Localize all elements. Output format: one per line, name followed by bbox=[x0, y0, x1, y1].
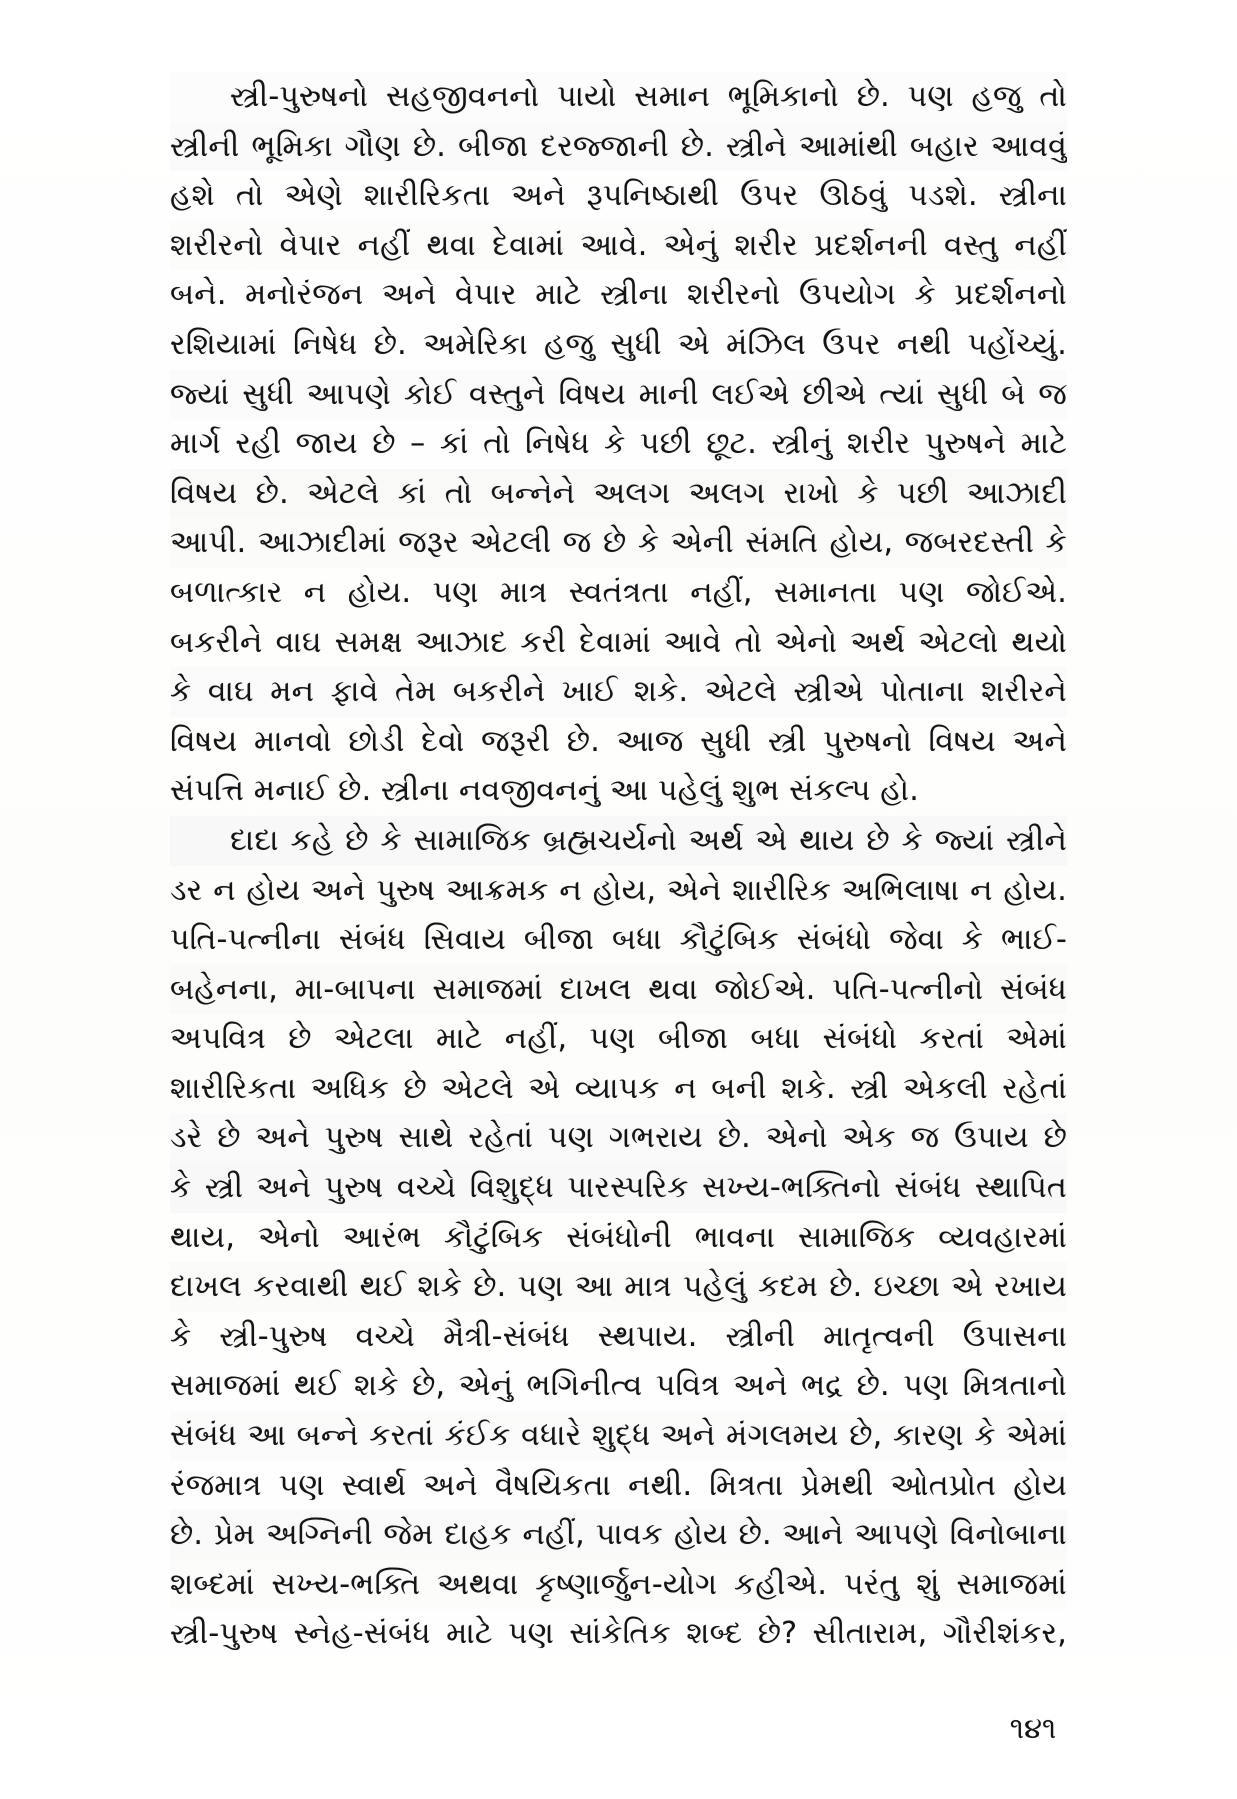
text-line: દાદા કહે છે કે સામાજિક બ્રહ્મચર્યનો અર્થ એ થાય છે કે જ્યાં સ્ત્રીને bbox=[230, 822, 1067, 858]
text-line: બને. મનોરંજન અને વેપાર માટે સ્ત્રીના શરીરનો ઉપયોગ કે પ્રદર્શનનો bbox=[170, 277, 1067, 313]
text-line: છે. પ્રેમ અગ્નિની જેમ દાહક નહીં, પાવક હોય છે. આને આપણે વિનોબાના bbox=[170, 1517, 1067, 1553]
text-line: સ્ત્રી-પુરુષ સ્નેહ-સંબંધ માટે પણ સાંકેતિક શબ્દ છે? સીતારામ, ગૌરીશંકર, bbox=[170, 1616, 1067, 1652]
page-number: ૧૪૧ bbox=[1009, 1711, 1057, 1745]
text-line: સ્ત્રી-પુરુષનો સહજીવનનો પાયો સમાન ભૂમિકાનો છે. પણ હજુ તો bbox=[230, 79, 1067, 114]
text-line: અપવિત્ર છે એટલા માટે નહીં, પણ બીજા બધા સંબંધો કરતાં એમાં bbox=[170, 1021, 1067, 1057]
text-line: શરીરનો વેપાર નહીં થવા દેવામાં આવે. એનું શરીર પ્રદર્શનની વસ્તુ નહીં bbox=[170, 227, 1067, 263]
text-line: સંબંધ આ બન્ને કરતાં કંઈક વધારે શુદ્ધ અને મંગલમય છે, કારણ કે એમાં bbox=[170, 1418, 1067, 1454]
text-line: બહેનના, મા-બાપના સમાજમાં દાખલ થવા જોઈએ. પતિ-પત્નીનો સંબંધ bbox=[170, 971, 1067, 1007]
text-line: વિષય માનવો છોડી દેવો જરૂરી છે. આજ સુધી સ્ત્રી પુરુષનો વિષય અને bbox=[170, 723, 1067, 759]
text-line: રંજમાત્ર પણ સ્વાર્થ અને વૈષયિકતા નથી. મિત્રતા પ્રેમથી ઓતપ્રોત હોય bbox=[170, 1467, 1067, 1503]
text-line: દાખલ કરવાથી થઈ શકે છે. પણ આ માત્ર પહેલું કદમ છે. ઇચ્છા એ રખાય bbox=[170, 1269, 1067, 1305]
text-line: બકરીને વાઘ સમક્ષ આઝાદ કરી દેવામાં આવે તો એનો અર્થ એટલો થયો bbox=[170, 624, 1067, 660]
text-line: વિષય છે. એટલે કાં તો બન્નેને અલગ અલગ રાખો કે પછી આઝાદી bbox=[170, 475, 1067, 511]
text-line: થાય, એનો આરંભ કૌટુંબિક સંબંધોની ભાવના સામાજિક વ્યવહારમાં bbox=[170, 1219, 1067, 1255]
text-line: શબ્દમાં સખ્ય-ભક્તિ અથવા કૃષ્ણાર્જુન-યોગ કહીએ. પરંતુ શું સમાજમાં bbox=[170, 1566, 1067, 1602]
text-line: કે સ્ત્રી અને પુરુષ વચ્ચે વિશુદ્ધ પારસ્પરિક સખ્ય-ભક્તિનો સંબંધ સ્થાપિત bbox=[170, 1170, 1067, 1206]
text-line: પતિ-પત્નીના સંબંધ સિવાય બીજા બધા કૌટુંબિક સંબંધો જેવા કે ભાઈ- bbox=[170, 922, 1067, 958]
text-line: આપી. આઝાદીમાં જરૂર એટલી જ છે કે એની સંમતિ હોય, જબરદસ્તી કે bbox=[170, 525, 1067, 561]
text-line: સ્ત્રીની ભૂમિકા ગૌણ છે. બીજા દરજ્જાની છે. સ્ત્રીને આમાંથી બહાર આવવું bbox=[170, 128, 1067, 164]
text-line: રશિયામાં નિષેધ છે. અમેરિકા હજુ સુધી એ મંઝિલ ઉપર નથી પહોંચ્યું. bbox=[170, 326, 1067, 362]
text-line: શારીરિકતા અધિક છે એટલે એ વ્યાપક ન બની શકે. સ્ત્રી એકલી રહેતાં bbox=[170, 1070, 1067, 1106]
text-line: હશે તો એણે શારીરિકતા અને રૂપનિષ્ઠાથી ઉપર ઊઠવું પડશે. સ્ત્રીના bbox=[170, 178, 1067, 214]
body-text bbox=[170, 72, 1067, 1659]
text-line: બળાત્કાર ન હોય. પણ માત્ર સ્વતંત્રતા નહીં, સમાનતા પણ જોઈએ. bbox=[170, 574, 1067, 610]
text-line: ડરે છે અને પુરુષ સાથે રહેતાં પણ ગભરાય છે. એનો એક જ ઉપાય છે bbox=[170, 1120, 1067, 1156]
text-line: કે સ્ત્રી-પુરુષ વચ્ચે મૈત્રી-સંબંધ સ્થપાય. સ્ત્રીની માતૃત્વની ઉપાસના bbox=[170, 1318, 1067, 1354]
text-line: સમાજમાં થઈ શકે છે, એનું ભગિનીત્વ પવિત્ર અને ભદ્ર છે. પણ મિત્રતાનો bbox=[170, 1368, 1067, 1404]
text-line: કે વાઘ મન ફાવે તેમ બકરીને ખાઈ શકે. એટલે સ્ત્રીએ પોતાના શરીરને bbox=[170, 674, 1067, 710]
text-line: માર્ગ રહી જાય છે – કાં તો નિષેધ કે પછી છૂટ. સ્ત્રીનું શરીર પુરુષને માટે bbox=[170, 426, 1067, 462]
text-line: ડર ન હોય અને પુરુષ આક્રમક ન હોય, એને શારીરિક અભિલાષા ન હોય. bbox=[170, 872, 1067, 908]
text-line: સંપત્તિ મનાઈ છે. સ્ત્રીના નવજીવનનું આ પહેલું શુભ સંકલ્પ હો. bbox=[170, 773, 919, 809]
text-line: જ્યાં સુધી આપણે કોઈ વસ્તુને વિષય માની લઈએ છીએ ત્યાં સુધી બે જ bbox=[170, 376, 1067, 412]
